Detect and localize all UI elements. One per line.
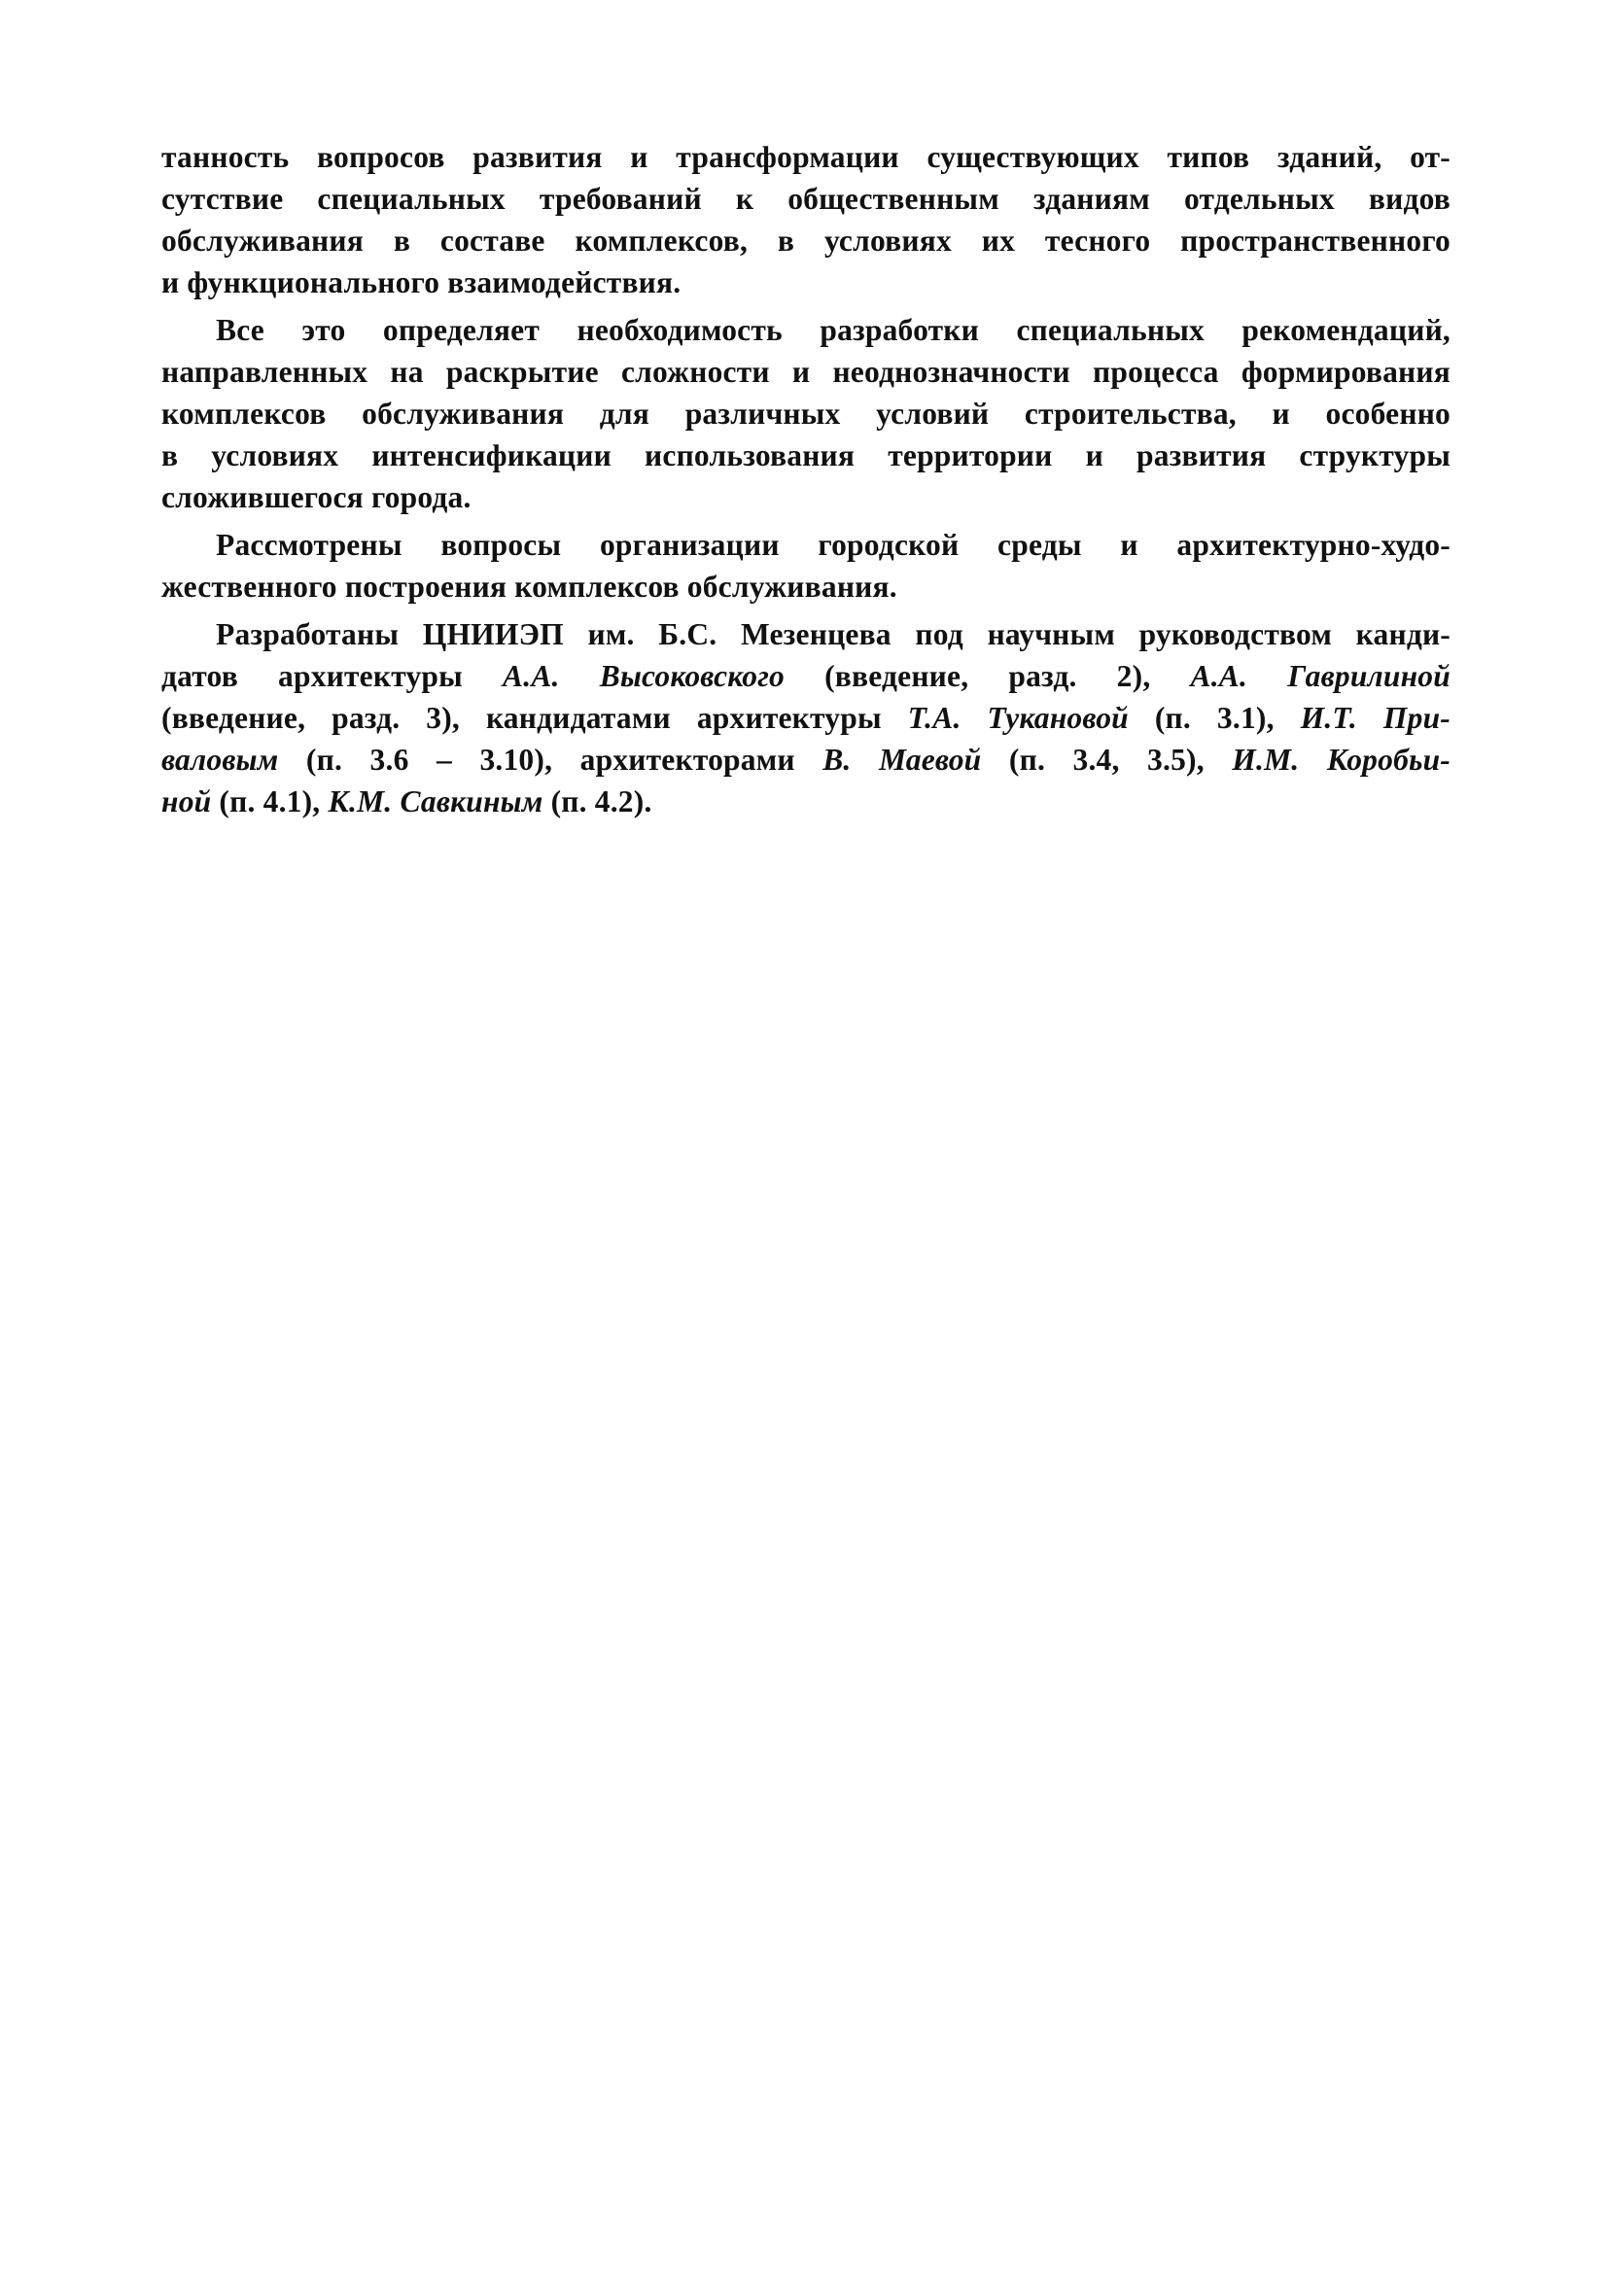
text-run: (п. 4.1), xyxy=(211,784,329,818)
text-line: направленных на раскрытие сложности и неоднозначности процесса формирования xyxy=(161,355,1451,389)
paragraph-4 xyxy=(161,613,1451,822)
text-run: (п. 3.4, 3.5), xyxy=(981,743,1233,777)
text-line xyxy=(161,655,1451,697)
author-name: ной xyxy=(161,784,212,818)
text-run: (п. 3.6 – 3.10), архитекторами xyxy=(278,743,823,777)
body-text xyxy=(161,136,1451,828)
text-line: сутствие специальных требований к общественным зданиям отдельных видов xyxy=(161,182,1451,216)
text-line: обслуживания в составе комплексов, в условиях их тесного пространственного xyxy=(161,224,1451,258)
text-line: в условиях интенсификации использования территории и развития структуры xyxy=(161,438,1451,472)
author-name: валовым xyxy=(161,743,279,777)
text-run: (п. 3.1), xyxy=(1128,701,1301,735)
author-name: А.А. Гаврилиной xyxy=(1190,659,1451,693)
paragraph-1 xyxy=(161,136,1451,303)
text-line: Рассмотрены вопросы организации городской среды и архитектурно-худо- xyxy=(216,528,1451,562)
text-run: датов архитектуры xyxy=(161,659,504,693)
text-run: (введение, разд. 3), кандидатами архитектуры xyxy=(161,701,908,735)
author-name: И.Т. При- xyxy=(1300,701,1451,735)
paragraph-2 xyxy=(161,309,1451,518)
text-run: (п. 4.2). xyxy=(542,784,652,818)
text-line xyxy=(161,697,1451,739)
paragraph-3 xyxy=(161,524,1451,608)
text-line: сложившегося города. xyxy=(161,480,472,514)
text-line: комплексов обслуживания для различных условий строительства, и особенно xyxy=(161,397,1451,431)
text-line xyxy=(161,739,1451,781)
author-name: А.А. Высоковского xyxy=(503,659,785,693)
text-line: танность вопросов развития и трансформации существующих типов зданий, от- xyxy=(161,140,1451,174)
text-run: Разработаны ЦНИИЭП им. Б.С. Мезенцева под научным руководством канди- xyxy=(216,617,1451,651)
text-line: и функционального взаимодействия. xyxy=(161,265,682,299)
author-name: К.М. Савкиным xyxy=(328,784,543,818)
text-run: (введение, разд. 2), xyxy=(785,659,1191,693)
author-name: Т.А. Тукановой xyxy=(907,701,1129,735)
text-line xyxy=(161,781,1451,822)
text-line: жественного построения комплексов обслуживания. xyxy=(161,570,897,604)
author-name: И.М. Коробьи- xyxy=(1232,743,1451,777)
text-line: Все это определяет необходимость разработки специальных рекомендаций, xyxy=(216,313,1451,347)
author-name: В. Маевой xyxy=(822,743,982,777)
text-line xyxy=(161,613,1451,655)
